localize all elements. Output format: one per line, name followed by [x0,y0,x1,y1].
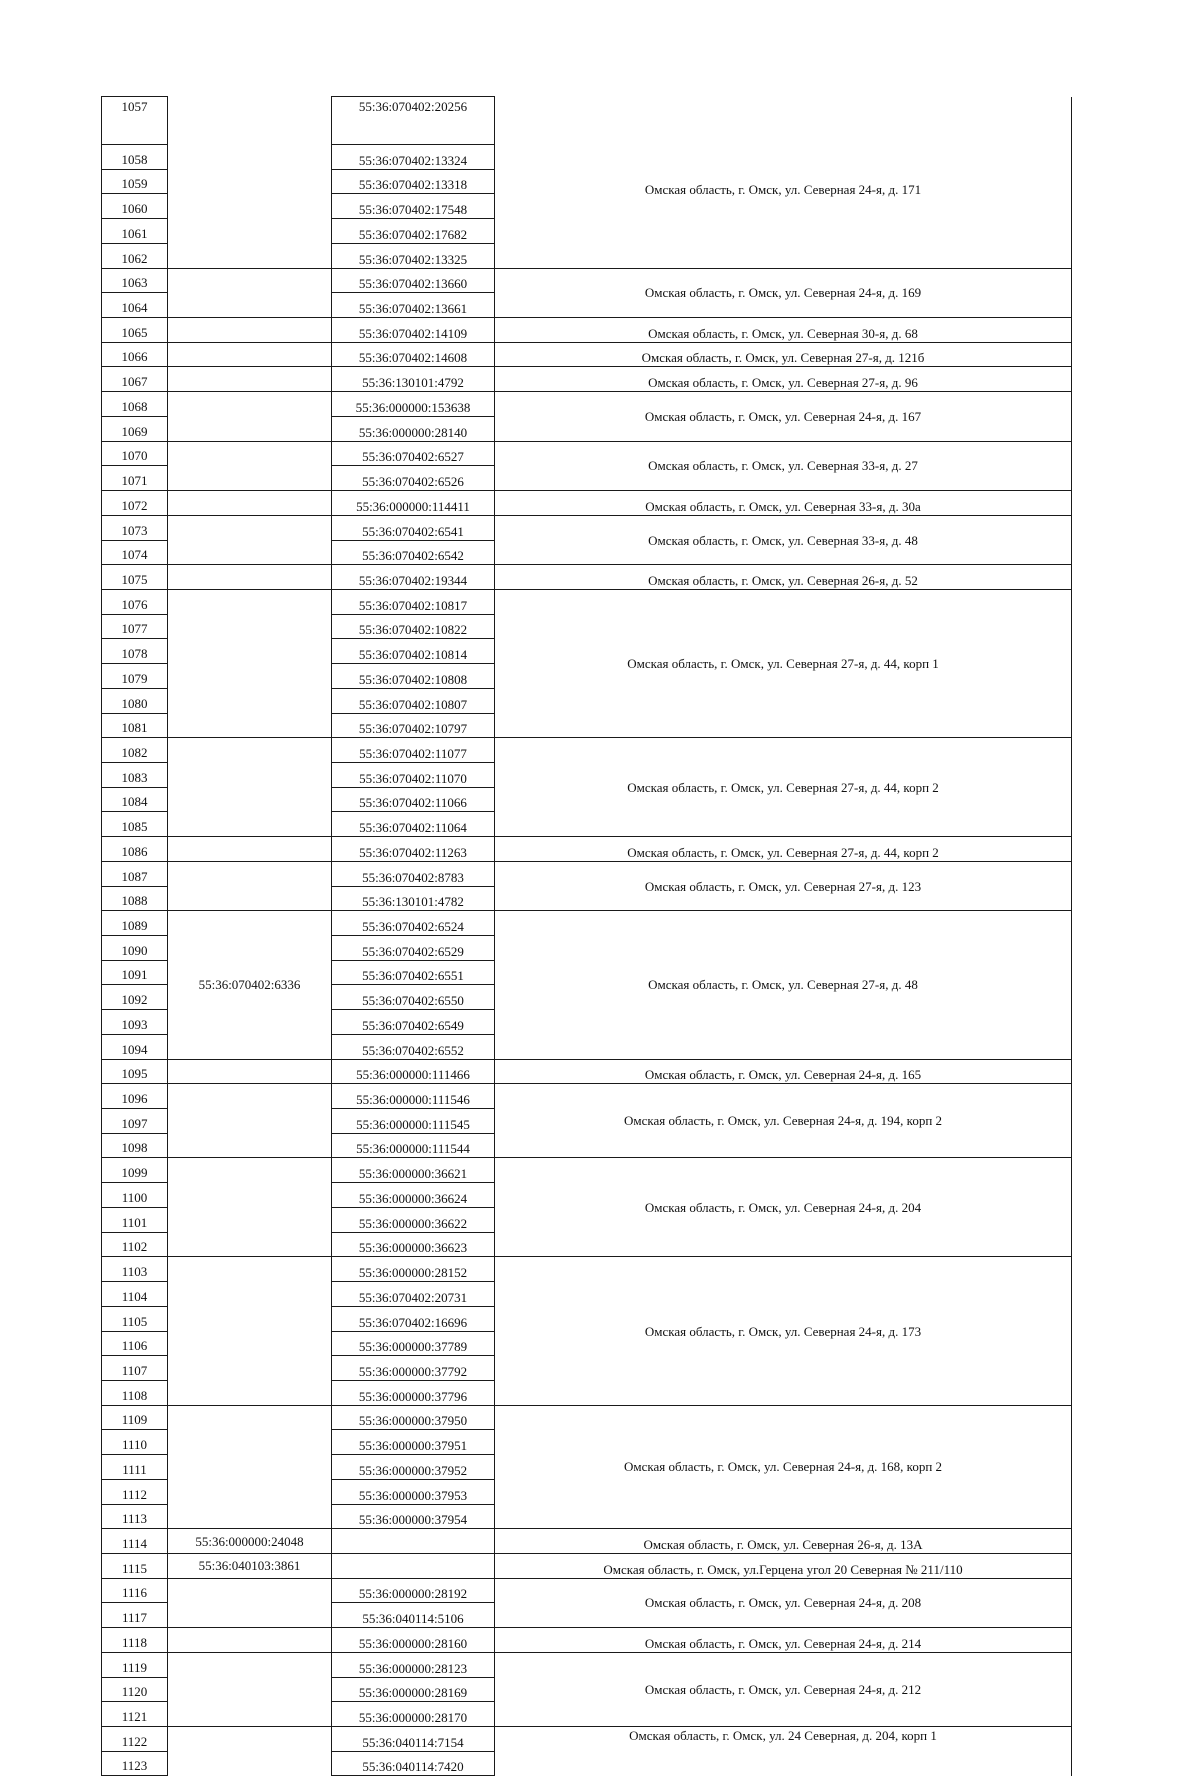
address: Омская область, г. Омск, ул. Северная 24-я, д. 208 [495,1578,1072,1627]
table-row [102,367,1072,392]
cadastral-number: 55:36:070402:6550 [332,985,495,1010]
row-number: 1090 [102,936,168,961]
cadastral-number: 55:36:070402:20731 [332,1282,495,1307]
table-row [102,837,1072,862]
row-number: 1120 [102,1677,168,1702]
table-body [102,97,1072,1776]
cadastral-number: 55:36:070402:20256 [332,97,495,145]
row-number: 1089 [102,911,168,936]
table-row [102,97,1072,145]
cadastral-number: 55:36:000000:28192 [332,1578,495,1603]
cadastral-number: 55:36:070402:8783 [332,861,495,886]
cadastral-number: 55:36:000000:37789 [332,1331,495,1356]
cadastral-number: 55:36:070402:14109 [332,318,495,343]
row-number: 1099 [102,1158,168,1183]
cadastral-number: 55:36:070402:6549 [332,1010,495,1035]
row-number: 1113 [102,1504,168,1529]
cadastral-number: 55:36:000000:36621 [332,1158,495,1183]
cadastral-number: 55:36:070402:6551 [332,960,495,985]
cadastral-number: 55:36:040114:7420 [332,1751,495,1776]
parent-parcel-number [168,515,332,564]
row-number: 1074 [102,540,168,565]
row-number: 1105 [102,1306,168,1331]
row-number: 1121 [102,1702,168,1727]
cadastral-number: 55:36:070402:10808 [332,664,495,689]
address: Омская область, г. Омск, ул. Северная 33-я, д. 48 [495,515,1072,564]
row-number: 1057 [102,97,168,145]
cadastral-number: 55:36:000000:28169 [332,1677,495,1702]
row-number: 1114 [102,1529,168,1554]
cadastral-number: 55:36:070402:13325 [332,243,495,268]
cadastral-number: 55:36:000000:28123 [332,1652,495,1677]
row-number: 1062 [102,243,168,268]
cadastral-number: 55:36:130101:4792 [332,367,495,392]
row-number: 1115 [102,1553,168,1578]
address: Омская область, г. Омск, ул. Северная 26-я, д. 13А [495,1529,1072,1554]
row-number: 1065 [102,318,168,343]
cadastral-number: 55:36:000000:37952 [332,1455,495,1480]
cadastral-number: 55:36:000000:37950 [332,1405,495,1430]
parent-parcel-number [168,367,332,392]
parent-parcel-number [168,491,332,516]
cadastral-number: 55:36:070402:6552 [332,1034,495,1059]
parent-parcel-number [168,861,332,910]
address: Омская область, г. Омск, ул. Северная 27-я, д. 44, корп 2 [495,837,1072,862]
cadastral-number: 55:36:070402:17548 [332,194,495,219]
address: Омская область, г. Омск, ул. 24 Северная, д. 204, корп 1 [495,1727,1072,1776]
cadastral-number: 55:36:070402:11064 [332,812,495,837]
row-number: 1077 [102,614,168,639]
cadastral-number: 55:36:000000:153638 [332,392,495,417]
address: Омская область, г. Омск, ул. Северная 24-я, д. 194, корп 2 [495,1084,1072,1158]
address: Омская область, г. Омск, ул. Северная 27-я, д. 123 [495,861,1072,910]
row-number: 1094 [102,1034,168,1059]
address: Омская область, г. Омск, ул. Северная 24-я, д. 168, корп 2 [495,1405,1072,1529]
address: Омская область, г. Омск, ул. Северная 27-я, д. 44, корп 1 [495,589,1072,737]
cadastral-number: 55:36:000000:28140 [332,416,495,441]
cadastral-number: 55:36:070402:13324 [332,145,495,170]
table-row [102,1084,1072,1109]
row-number: 1087 [102,861,168,886]
cadastral-number: 55:36:070402:11263 [332,837,495,862]
parent-parcel-number [168,1652,332,1726]
parent-parcel-number [168,441,332,490]
cadastral-number: 55:36:000000:37792 [332,1356,495,1381]
table-row [102,1059,1072,1084]
cadastral-number: 55:36:000000:36623 [332,1232,495,1257]
parent-parcel-number [168,565,332,590]
address: Омская область, г. Омск, ул. Северная 24-я, д. 167 [495,392,1072,441]
table-row [102,861,1072,886]
row-number: 1111 [102,1455,168,1480]
address: Омская область, г. Омск, ул. Северная 24-я, д. 171 [495,97,1072,269]
address: Омская область, г. Омск, ул. Северная 24-я, д. 212 [495,1652,1072,1726]
cadastral-number: 55:36:070402:6541 [332,515,495,540]
row-number: 1088 [102,886,168,911]
parent-parcel-number [168,1727,332,1776]
table-row [102,342,1072,367]
parent-parcel-number: 55:36:040103:3861 [168,1553,332,1578]
cadastral-number: 55:36:130101:4782 [332,886,495,911]
row-number: 1081 [102,713,168,738]
row-number: 1093 [102,1010,168,1035]
cadastral-number: 55:36:070402:6524 [332,911,495,936]
table-row [102,1628,1072,1653]
table-row [102,911,1072,936]
table-row [102,1405,1072,1430]
row-number: 1082 [102,738,168,763]
table-row [102,491,1072,516]
address: Омская область, г. Омск, ул. Северная 24-я, д. 214 [495,1628,1072,1653]
address: Омская область, г. Омск, ул. Северная 27-я, д. 44, корп 2 [495,738,1072,837]
cadastral-number: 55:36:070402:13660 [332,268,495,293]
table-row [102,738,1072,763]
cadastral-number: 55:36:000000:37951 [332,1430,495,1455]
row-number: 1076 [102,589,168,614]
row-number: 1119 [102,1652,168,1677]
row-number: 1080 [102,688,168,713]
address: Омская область, г. Омск, ул. Северная 24-я, д. 169 [495,268,1072,317]
address: Омская область, г. Омск, ул.Герцена угол 20 Северная № 211/110 [495,1553,1072,1578]
table-row [102,268,1072,293]
row-number: 1064 [102,293,168,318]
cadastral-number: 55:36:000000:28170 [332,1702,495,1727]
cadastral-number: 55:36:000000:37953 [332,1479,495,1504]
parent-parcel-number [168,97,332,269]
cadastral-number: 55:36:070402:10807 [332,688,495,713]
cadastral-number: 55:36:070402:6526 [332,466,495,491]
row-number: 1098 [102,1133,168,1158]
row-number: 1059 [102,169,168,194]
address: Омская область, г. Омск, ул. Северная 26-я, д. 52 [495,565,1072,590]
cadastral-number: 55:36:070402:6542 [332,540,495,565]
row-number: 1101 [102,1207,168,1232]
row-number: 1109 [102,1405,168,1430]
row-number: 1107 [102,1356,168,1381]
table-row [102,1257,1072,1282]
table-row [102,515,1072,540]
cadastral-number: 55:36:000000:111545 [332,1109,495,1134]
parent-parcel-number [168,1578,332,1627]
cadastral-number: 55:36:000000:114411 [332,491,495,516]
cadastral-table [101,96,1072,1776]
cadastral-number: 55:36:040114:5106 [332,1603,495,1628]
row-number: 1086 [102,837,168,862]
cadastral-number: 55:36:070402:14608 [332,342,495,367]
row-number: 1123 [102,1751,168,1776]
row-number: 1075 [102,565,168,590]
cadastral-number: 55:36:070402:10797 [332,713,495,738]
cadastral-number: 55:36:000000:111466 [332,1059,495,1084]
row-number: 1061 [102,219,168,244]
row-number: 1091 [102,960,168,985]
table-row [102,1578,1072,1603]
parent-parcel-number [168,1084,332,1158]
cadastral-number: 55:36:000000:28160 [332,1628,495,1653]
table-row [102,1652,1072,1677]
row-number: 1058 [102,145,168,170]
parent-parcel-number [168,738,332,837]
cadastral-number: 55:36:000000:111546 [332,1084,495,1109]
row-number: 1071 [102,466,168,491]
parent-parcel-number [168,1405,332,1529]
address: Омская область, г. Омск, ул. Северная 33-я, д. 30а [495,491,1072,516]
cadastral-number: 55:36:070402:17682 [332,219,495,244]
table-row [102,1158,1072,1183]
cadastral-number: 55:36:070402:10817 [332,589,495,614]
cadastral-number: 55:36:000000:36624 [332,1183,495,1208]
row-number: 1095 [102,1059,168,1084]
cadastral-number: 55:36:070402:11066 [332,787,495,812]
cadastral-number: 55:36:070402:10822 [332,614,495,639]
cadastral-number: 55:36:000000:37954 [332,1504,495,1529]
row-number: 1084 [102,787,168,812]
table-row [102,441,1072,466]
row-number: 1096 [102,1084,168,1109]
row-number: 1117 [102,1603,168,1628]
row-number: 1078 [102,639,168,664]
row-number: 1068 [102,392,168,417]
cadastral-number [332,1553,495,1578]
address: Омская область, г. Омск, ул. Северная 27-я, д. 121б [495,342,1072,367]
cadastral-number: 55:36:000000:36622 [332,1207,495,1232]
parent-parcel-number [168,342,332,367]
cadastral-number: 55:36:000000:111544 [332,1133,495,1158]
parent-parcel-number [168,837,332,862]
row-number: 1067 [102,367,168,392]
address: Омская область, г. Омск, ул. Северная 27-я, д. 48 [495,911,1072,1059]
table-row [102,565,1072,590]
row-number: 1083 [102,762,168,787]
row-number: 1110 [102,1430,168,1455]
row-number: 1118 [102,1628,168,1653]
row-number: 1102 [102,1232,168,1257]
table-row [102,392,1072,417]
cadastral-number: 55:36:070402:13661 [332,293,495,318]
row-number: 1097 [102,1109,168,1134]
row-number: 1106 [102,1331,168,1356]
row-number: 1112 [102,1479,168,1504]
parent-parcel-number [168,268,332,317]
address: Омская область, г. Омск, ул. Северная 24-я, д. 173 [495,1257,1072,1405]
row-number: 1122 [102,1727,168,1752]
cadastral-number: 55:36:070402:11077 [332,738,495,763]
table-row [102,1727,1072,1752]
row-number: 1103 [102,1257,168,1282]
cadastral-number: 55:36:000000:28152 [332,1257,495,1282]
parent-parcel-number [168,1628,332,1653]
address: Омская область, г. Омск, ул. Северная 27-я, д. 96 [495,367,1072,392]
row-number: 1085 [102,812,168,837]
cadastral-number: 55:36:040114:7154 [332,1727,495,1752]
parent-parcel-number: 55:36:070402:6336 [168,911,332,1059]
row-number: 1100 [102,1183,168,1208]
table-row [102,1529,1072,1554]
row-number: 1079 [102,664,168,689]
row-number: 1092 [102,985,168,1010]
parent-parcel-number: 55:36:000000:24048 [168,1529,332,1554]
address: Омская область, г. Омск, ул. Северная 24-я, д. 165 [495,1059,1072,1084]
row-number: 1066 [102,342,168,367]
parent-parcel-number [168,318,332,343]
row-number: 1069 [102,416,168,441]
row-number: 1108 [102,1380,168,1405]
row-number: 1073 [102,515,168,540]
cadastral-number: 55:36:070402:10814 [332,639,495,664]
parent-parcel-number [168,392,332,441]
row-number: 1072 [102,491,168,516]
table-row [102,589,1072,614]
parent-parcel-number [168,1158,332,1257]
parent-parcel-number [168,1257,332,1405]
cadastral-number: 55:36:070402:13318 [332,169,495,194]
address: Омская область, г. Омск, ул. Северная 24-я, д. 204 [495,1158,1072,1257]
cadastral-number: 55:36:000000:37796 [332,1380,495,1405]
table-row [102,318,1072,343]
cadastral-number [332,1529,495,1554]
row-number: 1060 [102,194,168,219]
row-number: 1063 [102,268,168,293]
parent-parcel-number [168,589,332,737]
parent-parcel-number [168,1059,332,1084]
row-number: 1070 [102,441,168,466]
cadastral-number: 55:36:070402:6527 [332,441,495,466]
table-row [102,1553,1072,1578]
address: Омская область, г. Омск, ул. Северная 33-я, д. 27 [495,441,1072,490]
cadastral-number: 55:36:070402:19344 [332,565,495,590]
cadastral-number: 55:36:070402:11070 [332,762,495,787]
row-number: 1116 [102,1578,168,1603]
cadastral-number: 55:36:070402:6529 [332,936,495,961]
cadastral-number: 55:36:070402:16696 [332,1306,495,1331]
address: Омская область, г. Омск, ул. Северная 30-я, д. 68 [495,318,1072,343]
row-number: 1104 [102,1282,168,1307]
